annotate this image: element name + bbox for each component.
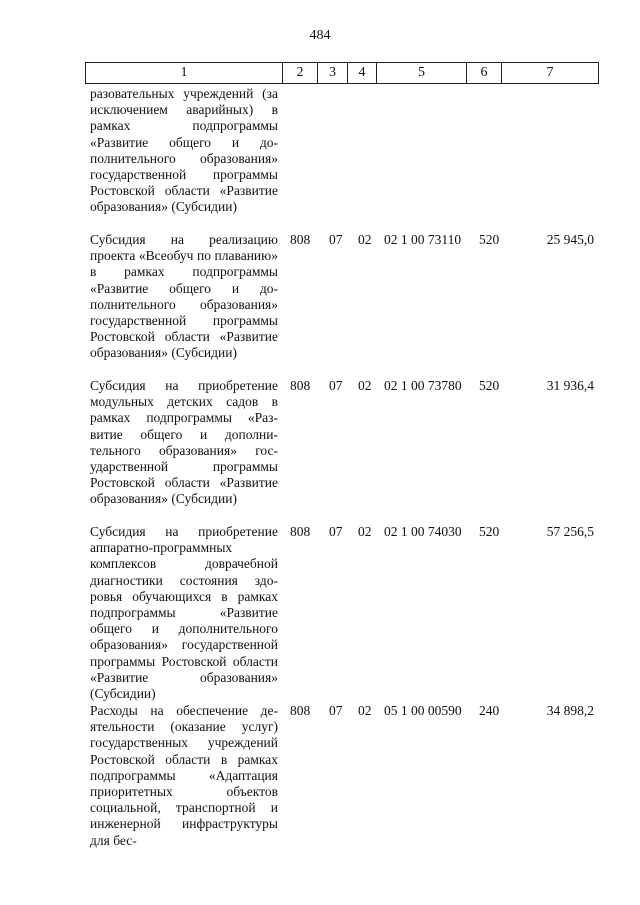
row-code-2: 808 bbox=[290, 524, 311, 539]
row-amount: 34 898,2 bbox=[546, 703, 594, 718]
row-description: Субсидия на приобретение модульных детских садов в рамках подпрограммы «Развитие общего и дополнительного образования» государственной программы Ростовской области «Развитие образования» (Субсидии) bbox=[90, 378, 278, 507]
row-amount: 31 936,4 bbox=[546, 378, 594, 393]
header-col-6: 6 bbox=[467, 63, 502, 83]
row-code-6: 520 bbox=[479, 378, 500, 393]
row-code-5: 02 1 00 73110 bbox=[384, 232, 462, 247]
row-code-3: 07 bbox=[329, 378, 343, 393]
header-col-2: 2 bbox=[283, 63, 318, 83]
header-col-7: 7 bbox=[546, 65, 554, 80]
row-description: Субсидия на реализацию проекта «Всеобуч по плаванию» в рамках подпрограммы «Развитие общего и дополнительного образования» государственной программы Ростовской области «Развитие образования» (Субсидии) bbox=[90, 232, 278, 361]
row-code-4: 02 bbox=[358, 378, 372, 393]
row-code-4: 02 bbox=[358, 703, 372, 718]
row-code-2: 808 bbox=[290, 378, 311, 393]
page-number: 484 bbox=[309, 28, 331, 43]
row-code-4: 02 bbox=[358, 524, 372, 539]
row-description: Расходы на обеспечение деятельности (оказание услуг) государственных учреждений Ростовской области в рамках подпрограммы «Адаптация приоритетных объектов социальной, транспортной и инженерной инфраструктуры для бес- bbox=[90, 703, 278, 848]
row-amount: 25 945,0 bbox=[546, 232, 594, 247]
header-col-1: 1 bbox=[86, 63, 283, 83]
table-header bbox=[85, 62, 599, 84]
header-col-3: 3 bbox=[318, 63, 348, 83]
row-code-5: 02 1 00 73780 bbox=[384, 378, 462, 393]
row-amount: 57 256,5 bbox=[546, 524, 594, 539]
row-code-3: 07 bbox=[329, 524, 343, 539]
row-code-6: 240 bbox=[479, 703, 500, 718]
row-code-6: 520 bbox=[479, 232, 500, 247]
row-code-4: 02 bbox=[358, 232, 372, 247]
row-code-2: 808 bbox=[290, 232, 311, 247]
row-code-5: 02 1 00 74030 bbox=[384, 524, 462, 539]
row-code-2: 808 bbox=[290, 703, 311, 718]
row-code-3: 07 bbox=[329, 703, 343, 718]
row-code-3: 07 bbox=[329, 232, 343, 247]
row-description: разовательных учреждений (за исключением аварийных) в рамках подпрограммы «Развитие общего и дополнительного образования» государственной программы Ростовской области «Развитие образования» (Субсидии) bbox=[90, 86, 278, 215]
header-col-5: 5 bbox=[377, 63, 467, 83]
row-code-5: 05 1 00 00590 bbox=[384, 703, 462, 718]
row-code-6: 520 bbox=[479, 524, 500, 539]
row-description: Субсидия на приобретение аппаратно-программных комплексов доврачебной диагностики состояния здоровья обучающихся в рамках подпрограммы «Развитие общего и дополнительного образования» государственной программы Ростовской области «Развитие образования» (Субсидии) bbox=[90, 524, 278, 702]
header-col-4: 4 bbox=[348, 63, 377, 83]
